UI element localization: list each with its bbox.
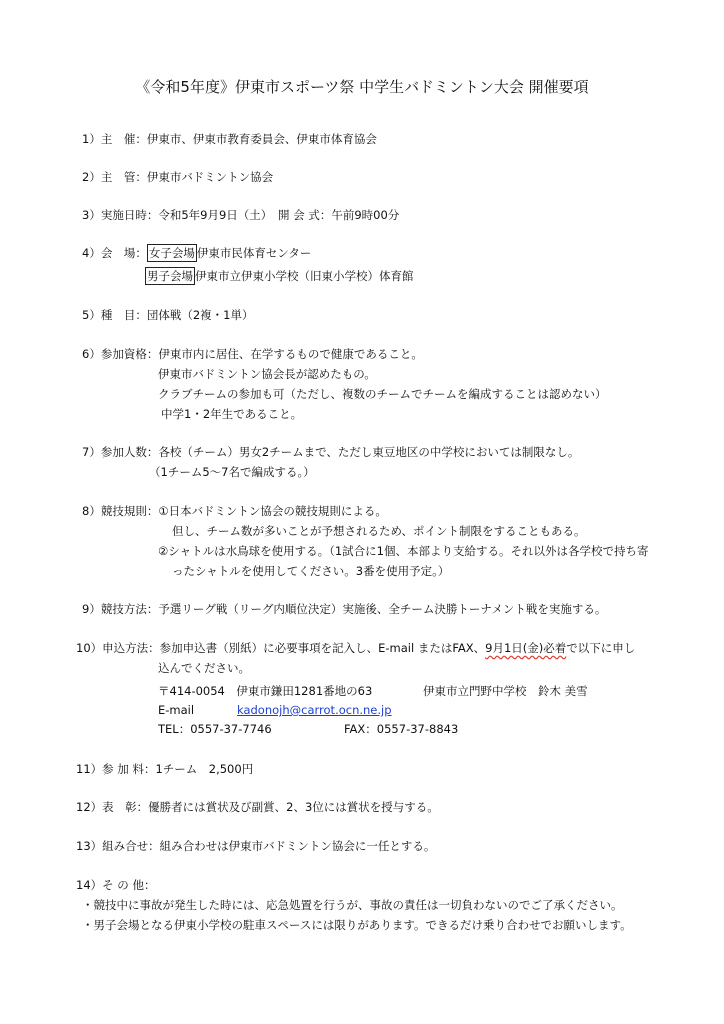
contact-tel: TEL：0557-37-7746	[158, 722, 272, 736]
contact-email-label: E-mail	[158, 703, 195, 717]
section-12-text: 優勝者には賞状及び副賞、2、3位には賞状を授与する。	[148, 800, 439, 814]
document-title: 《令和5年度》伊東市スポーツ祭 中学生バドミントン大会 開催要項	[135, 78, 589, 96]
section-9-text: 予選リーグ戦（リーグ内順位決定）実施後、全チーム決勝トーナメント戦を実施する。	[158, 602, 607, 616]
section-9	[82, 601, 606, 617]
section-1	[82, 131, 377, 147]
section-9-label: 9）競技方法：	[82, 602, 159, 616]
boys-venue-tag: 男子会場	[147, 269, 193, 283]
contact-school	[423, 683, 588, 699]
section-5-text: 団体戦（2複・1単）	[146, 308, 254, 322]
section-3	[82, 207, 399, 223]
section-5-label: 5）種 目：	[82, 308, 147, 322]
section-10-line-1	[76, 640, 635, 656]
section-10-label: 10）申込方法：	[76, 641, 160, 655]
boys-venue: 伊東市立伊東小学校（旧東小学校）体育館	[195, 269, 414, 283]
section-14-label: 14）そ の 他：	[76, 878, 156, 892]
section-14-line-1: ・競技中に事故が発生した時には、応急処置を行うが、事故の責任は一切負わないのでご了承ください。	[82, 898, 623, 912]
contact-fax: FAX：0557-37-8843	[344, 722, 459, 736]
section-11-label: 11）参 加 料：	[76, 762, 156, 776]
contact-email-link[interactable]: kadonojh@carrot.ocn.ne.jp	[237, 703, 392, 717]
section-6-text-1: 伊東市内に居住、在学するもので健康であること。	[158, 347, 423, 361]
section-10-line-2: 込んでください。	[158, 661, 250, 675]
girls-venue-tag: 女子会場	[148, 246, 195, 260]
section-6-line-3: クラブチームの参加も可（ただし、複数のチームでチームを編成することは認めない）	[158, 387, 607, 401]
deadline-highlight: 9月1日(金)必着	[485, 641, 567, 655]
section-8-line-2: 但し、チーム数が多いことが予想されるため、ポイント制限をすることもある。	[172, 524, 586, 538]
section-2-label: 2）主 管：	[82, 170, 147, 184]
section-10-text-1-end: で以下に申し	[566, 641, 636, 655]
section-8-line-3: ②シャトルは水鳥球を使用する。（1試合に1個、本部より支給する。それ以外は各学校で持ち寄	[158, 544, 649, 558]
section-4-line-2	[145, 268, 414, 284]
section-14-line-2: ・男子会場となる伊東小学校の駐車スペースには限りがあります。できるだけ乗り合わせでお願いします。	[82, 918, 632, 932]
section-2-text: 伊東市バドミントン協会	[146, 170, 274, 184]
section-4-label: 4）会 場：	[82, 246, 147, 260]
section-8-text-1: ①日本バドミントン協会の競技規則による。	[158, 504, 387, 518]
section-1-text: 伊東市、伊東市教育委員会、伊東市体育協会	[146, 132, 377, 146]
section-8-label: 8）競技規則：	[82, 504, 159, 518]
section-10-text-1: 参加申込書（別紙）に必要事項を記入し、E-mail またはFAX、	[159, 641, 486, 655]
section-13-label: 13）組み合せ：	[76, 839, 160, 853]
girls-venue: 伊東市民体育センター	[196, 246, 312, 260]
section-13-text: 組み合わせは伊東市バドミントン協会に一任とする。	[159, 839, 436, 853]
section-8-line-1	[82, 503, 387, 519]
section-6-label: 6）参加資格：	[82, 347, 159, 361]
section-6-line-4: 中学1・2年生であること。	[161, 407, 303, 421]
section-7-line-2: （1チーム5～7名で編成する。）	[149, 465, 315, 479]
section-5	[82, 307, 253, 323]
section-11-text: 1チーム 2,500円	[155, 762, 254, 776]
section-2	[82, 169, 273, 185]
contact-address: 〒414-0054 伊東市鎌田1281番地の63	[158, 684, 373, 698]
section-3-ceremony: 開 会 式：午前9時00分	[278, 208, 400, 222]
section-8-line-4: ったシャトルを使用してください。3番を使用予定。）	[172, 564, 450, 578]
section-6-line-1	[82, 346, 423, 362]
section-12-label: 12）表 彰：	[76, 800, 149, 814]
section-11	[76, 761, 253, 777]
contact-person: 鈴木 美雪	[538, 684, 588, 698]
section-7-text-1: 各校（チーム）男女2チームまで、ただし東豆地区の中学校においては制限なし。	[158, 445, 580, 459]
section-13	[76, 838, 435, 854]
section-7-label: 7）参加人数：	[82, 445, 159, 459]
section-12	[76, 799, 439, 815]
section-4-line-1	[82, 245, 311, 261]
section-3-label: 3）実施日時：	[82, 208, 159, 222]
section-7-line-1	[82, 444, 579, 460]
section-1-label: 1）主 催：	[82, 132, 147, 146]
contact-school-name: 伊東市立門野中学校	[423, 684, 527, 698]
section-3-date: 令和5年9月9日（土）	[158, 208, 267, 222]
section-6-line-2: 伊東市バドミントン協会長が認めたもの。	[158, 367, 376, 381]
